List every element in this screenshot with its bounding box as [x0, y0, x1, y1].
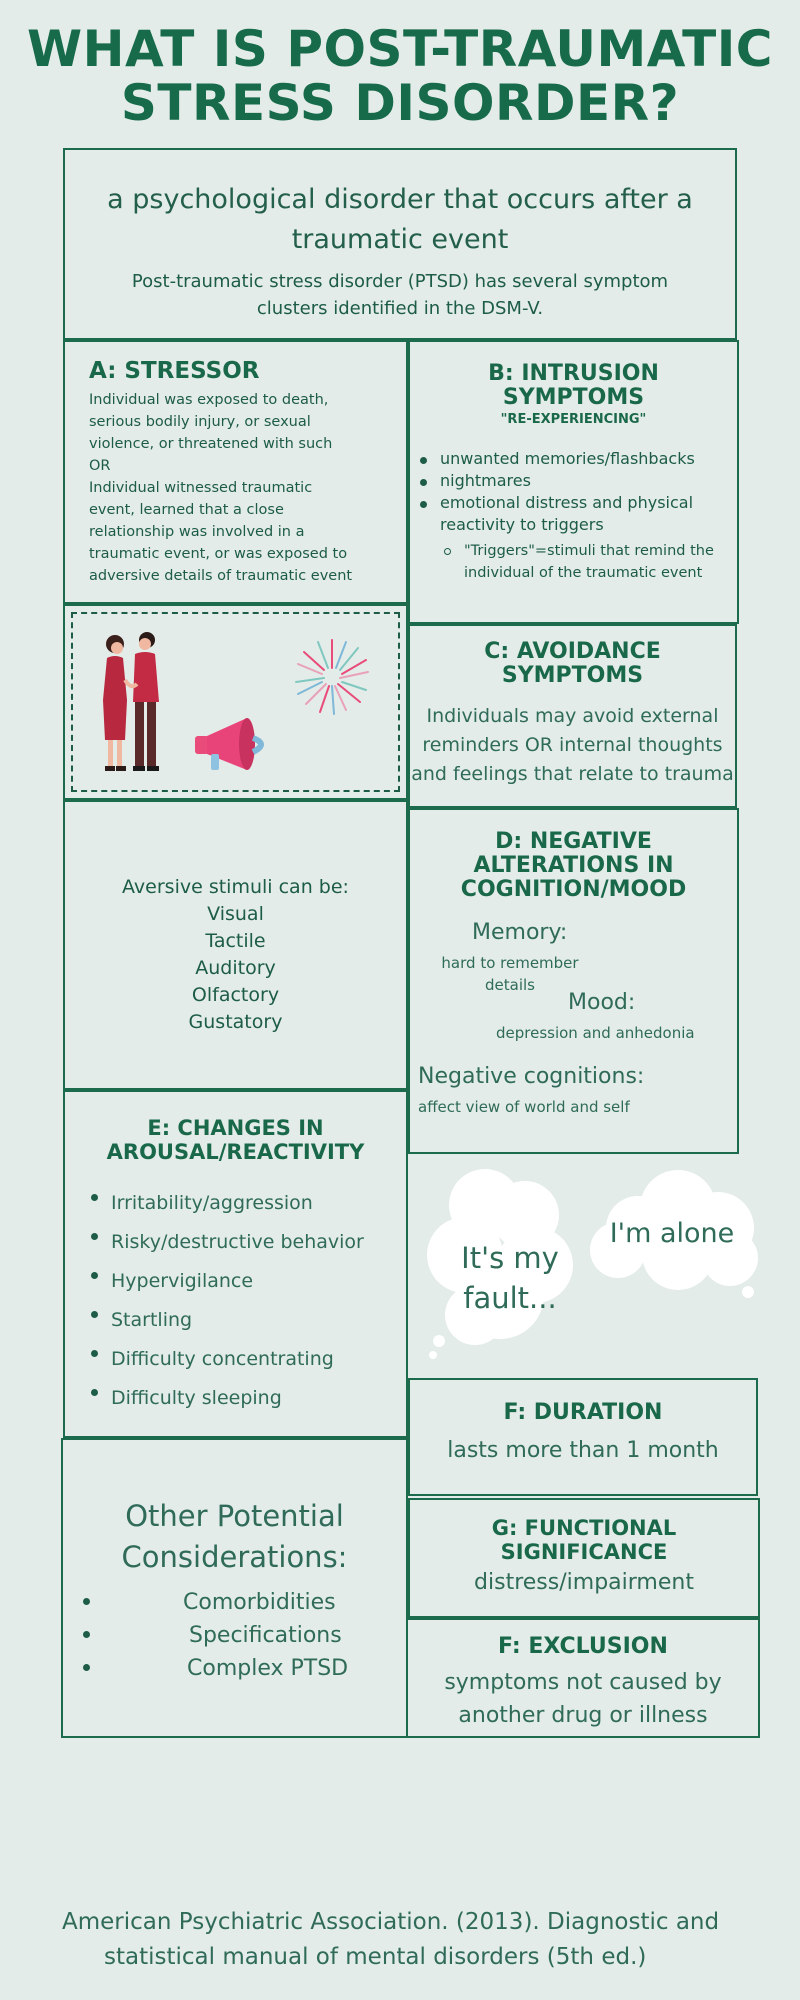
cloud-left-line: It's my	[461, 1241, 559, 1275]
avoidance-text	[410, 702, 735, 789]
list-item: Startling	[111, 1301, 401, 1340]
other-list	[103, 1586, 393, 1685]
stressor-line: relationship was involved in a	[89, 524, 305, 540]
intrusion-heading-line-1: B: INTRUSION	[488, 361, 659, 386]
citation-line-2: statistical manual of mental disorders (5th ed.)	[104, 1944, 647, 1970]
functional-heading-line-1: G: FUNCTIONAL	[491, 1516, 677, 1540]
list-item	[464, 540, 734, 584]
stimuli-type: Gustatory	[188, 1011, 283, 1033]
negative-heading-line-1: D: NEGATIVE	[495, 829, 652, 854]
cognitions-text: affect view of world and self	[418, 1098, 630, 1116]
stimuli-type: Visual	[207, 903, 264, 925]
cloud-left-text	[440, 1238, 580, 1318]
functional-box	[408, 1498, 760, 1618]
functional-text: distress/impairment	[474, 1570, 694, 1595]
negative-heading-line-3: COGNITION/MOOD	[460, 877, 687, 902]
stressor-heading: A: STRESSOR	[89, 358, 260, 384]
intro-body-line-1: Post-traumatic stress disorder (PTSD) has several symptom	[131, 271, 669, 292]
intrusion-sub-line: "Triggers"=stimuli that remind the	[464, 543, 714, 559]
citation-line-1: American Psychiatric Association. (2013). Diagnostic and	[62, 1909, 720, 1935]
list-item	[103, 1652, 393, 1685]
intrusion-heading-line-2: SYMPTOMS	[502, 385, 645, 410]
mood-label: Mood:	[568, 990, 636, 1015]
exclusion-line: another drug or illness	[458, 1703, 708, 1728]
fireworks-icon	[290, 634, 374, 718]
intro-box	[63, 148, 737, 340]
negative-heading	[410, 830, 737, 902]
couple-illustration	[95, 630, 175, 780]
avoidance-heading-line-1: C: AVOIDANCE	[484, 639, 661, 664]
avoidance-line: and feelings that relate to trauma	[411, 763, 734, 785]
arousal-heading	[65, 1116, 406, 1164]
duration-text: lasts more than 1 month	[447, 1438, 719, 1463]
intrusion-box	[408, 340, 739, 624]
stressor-box	[63, 340, 408, 604]
stimuli-type: Auditory	[195, 957, 276, 979]
illustration-box	[63, 604, 408, 800]
stressor-line: Individual witnessed traumatic	[89, 480, 313, 496]
citation	[62, 1905, 762, 1975]
stressor-line: traumatic event, or was exposed to	[89, 546, 348, 562]
stimuli-intro: Aversive stimuli can be:	[122, 876, 349, 898]
list-item	[103, 1619, 393, 1652]
intrusion-sub-line: individual of the traumatic event	[464, 565, 703, 581]
avoidance-heading-line-2: SYMPTOMS	[501, 663, 644, 688]
stressor-line: OR	[89, 458, 111, 474]
intrusion-sublist	[464, 540, 734, 584]
stressor-line: adversive details of traumatic event	[89, 568, 353, 584]
other-heading-line-1: Other Potential	[125, 1499, 344, 1533]
intrusion-subheading: "RE-EXPERIENCING"	[500, 412, 647, 427]
list-item: Irritability/aggression	[111, 1184, 401, 1223]
list-item: unwanted memories/flashbacks	[440, 448, 730, 470]
intro-headline-line-1: a psychological disorder that occurs after a	[107, 184, 693, 215]
title-line-1: WHAT IS POST-TRAUMATIC	[26, 20, 773, 78]
avoidance-heading	[410, 640, 735, 688]
stressor-line: Individual was exposed to death,	[89, 392, 329, 408]
functional-heading	[410, 1516, 758, 1564]
arousal-heading-line-1: E: CHANGES IN	[147, 1116, 324, 1140]
other-item: Comorbidities	[183, 1590, 336, 1615]
memory-line: hard to remember	[441, 954, 579, 972]
memory-line: details	[485, 976, 535, 994]
exclusion-box	[406, 1618, 760, 1738]
intro-headline	[65, 180, 735, 260]
avoidance-line: Individuals may avoid external	[426, 705, 719, 727]
other-heading	[63, 1496, 406, 1578]
duration-heading: F: DURATION	[503, 1400, 663, 1425]
exclusion-text	[408, 1666, 758, 1732]
avoidance-line: reminders OR internal thoughts	[422, 734, 723, 756]
list-item: Difficulty concentrating	[111, 1340, 401, 1379]
arousal-list	[111, 1184, 401, 1418]
arousal-box	[63, 1090, 408, 1438]
arousal-heading-line-2: AROUSAL/REACTIVITY	[106, 1140, 365, 1164]
intro-body	[65, 268, 735, 322]
intro-body-line-2: clusters identified in the DSM-V.	[256, 298, 544, 319]
other-box	[61, 1438, 408, 1738]
stressor-line: violence, or threatened with such	[89, 436, 333, 452]
functional-heading-line-2: SIGNIFICANCE	[500, 1540, 668, 1564]
mood-text: depression and anhedonia	[496, 1024, 695, 1042]
intrusion-item-line: reactivity to triggers	[440, 515, 604, 534]
list-item: nightmares	[440, 470, 730, 492]
stimuli-type: Tactile	[205, 930, 266, 952]
cognitions-label: Negative cognitions:	[418, 1064, 645, 1089]
cloud-left-line: fault...	[463, 1281, 557, 1315]
stimuli-type: Olfactory	[191, 984, 280, 1006]
intro-headline-line-2: traumatic event	[291, 224, 509, 255]
memory-label: Memory:	[472, 920, 568, 945]
stimuli-text	[65, 874, 406, 1036]
stressor-text	[89, 389, 399, 587]
list-item: Risky/destructive behavior	[111, 1223, 401, 1262]
list-item: Difficulty sleeping	[111, 1379, 401, 1418]
megaphone-icon	[195, 712, 275, 776]
exclusion-line: symptoms not caused by	[444, 1670, 722, 1695]
title-line-2: STRESS DISORDER?	[120, 74, 680, 132]
list-item	[103, 1586, 393, 1619]
stimuli-box	[63, 800, 408, 1090]
intrusion-heading	[410, 362, 737, 410]
intrusion-item-line: emotional distress and physical	[440, 493, 694, 512]
other-heading-line-2: Considerations:	[121, 1540, 348, 1574]
other-item: Specifications	[189, 1623, 342, 1648]
memory-text	[430, 952, 590, 996]
list-item: Hypervigilance	[111, 1262, 401, 1301]
avoidance-box	[408, 624, 737, 808]
exclusion-heading: F: EXCLUSION	[498, 1634, 668, 1659]
negative-heading-line-2: ALTERATIONS IN	[473, 853, 674, 878]
page-title	[0, 22, 800, 130]
stressor-line: event, learned that a close	[89, 502, 284, 518]
stressor-line: serious bodily injury, or sexual	[89, 414, 311, 430]
other-item: Complex PTSD	[187, 1656, 349, 1681]
list-item	[440, 492, 730, 536]
duration-box	[408, 1378, 758, 1496]
cloud-right-text: I'm alone	[609, 1218, 735, 1249]
negative-box	[408, 808, 739, 1154]
intrusion-list	[440, 448, 730, 536]
